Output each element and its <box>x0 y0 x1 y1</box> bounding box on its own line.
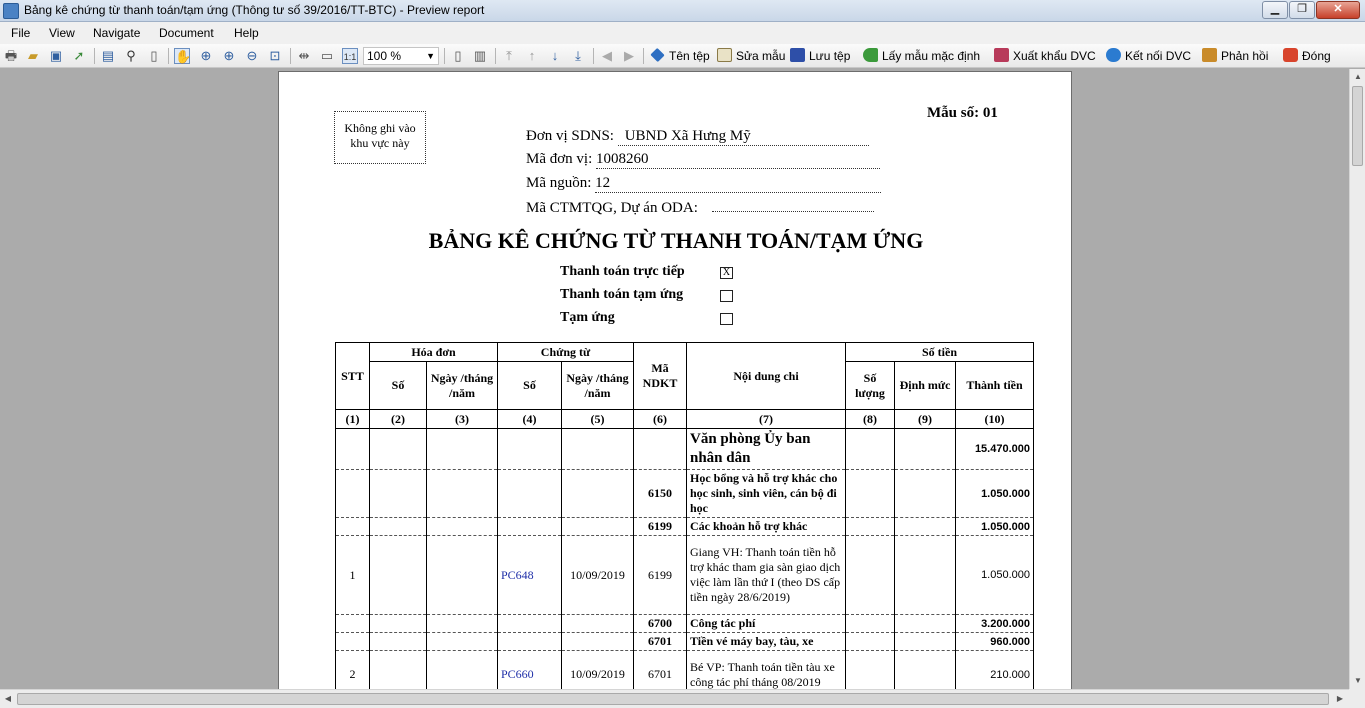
cell-ndkt: 6199 <box>634 536 687 615</box>
save-file-button[interactable] <box>790 47 850 65</box>
cell-total: 3.200.000 <box>956 615 1034 633</box>
connect-dvc-button[interactable] <box>1106 47 1191 65</box>
thumbnails-icon[interactable]: ▤ <box>101 48 115 63</box>
undo-icon <box>863 48 878 62</box>
menu-file[interactable]: File <box>11 26 31 40</box>
table-row <box>336 633 1034 651</box>
cell-ndkt: 6199 <box>634 518 687 536</box>
source-label: Mã nguồn: <box>526 175 592 191</box>
cell-voucher-date: 10/09/2019 <box>562 651 634 690</box>
cell-ndkt: 6150 <box>634 470 687 518</box>
form-number: Mẫu số: 01 <box>927 105 998 121</box>
app-icon <box>3 3 19 19</box>
check-label-direct: Thanh toán trực tiếp <box>560 264 685 279</box>
cell-voucher-number <box>498 633 562 651</box>
print-icon[interactable]: 🖶 <box>4 48 18 63</box>
header-content: Nội dung chi <box>687 343 846 410</box>
zoom-tool-icon[interactable]: ⊕ <box>200 48 212 63</box>
cell-voucher-date <box>562 633 634 651</box>
file-name-button[interactable] <box>650 47 710 65</box>
cell-content: Học bổng và hỗ trợ khác cho học sinh, sinh viên, cán bộ đi học <box>687 470 846 518</box>
chevron-down-icon: ▼ <box>426 51 435 61</box>
cell-total: 1.050.000 <box>956 470 1034 518</box>
close-report-label: Đóng <box>1302 49 1331 63</box>
cell-stt <box>336 633 370 651</box>
cell-content: Văn phòng Ủy ban nhân dân <box>687 429 846 470</box>
first-page-icon[interactable]: ⤒ <box>506 48 512 63</box>
col-number: (6) <box>634 410 687 429</box>
col-number: (3) <box>427 410 498 429</box>
vertical-scrollbar[interactable] <box>1349 69 1365 689</box>
toolbar <box>0 44 1365 68</box>
cell-content: Bé VP: Thanh toán tiền tàu xe công tác phí tháng 08/2019 <box>687 651 846 690</box>
program-line <box>526 198 874 217</box>
cell-voucher-number <box>498 470 562 518</box>
header-voucher-number: Số <box>498 362 562 410</box>
col-number: (2) <box>370 410 427 429</box>
unit-code-value: 1008260 <box>596 151 880 169</box>
unit-value: UBND Xã Hưng Mỹ <box>618 128 869 146</box>
header-ndkt: Mã NDKT <box>634 343 687 410</box>
cell-voucher-date <box>562 615 634 633</box>
col-number: (10) <box>956 410 1034 429</box>
default-template-label: Lấy mẫu mặc định <box>882 49 981 63</box>
cell-ndkt: 6701 <box>634 651 687 690</box>
menu-document[interactable]: Document <box>159 26 214 40</box>
feedback-button[interactable] <box>1202 47 1268 65</box>
header-invoice-date: Ngày /tháng /năm <box>427 362 498 410</box>
close-report-button[interactable] <box>1283 47 1331 65</box>
cell-voucher-number[interactable]: PC648 <box>498 536 562 615</box>
title-bar <box>0 0 1365 22</box>
check-label-advance: Tạm ứng <box>560 310 615 325</box>
save-icon[interactable]: ▣ <box>49 48 63 63</box>
cell-total: 960.000 <box>956 633 1034 651</box>
col-number: (4) <box>498 410 562 429</box>
find-icon[interactable]: ⚲ <box>126 48 136 63</box>
table-row <box>336 651 1034 690</box>
check-label-advance-payment: Thanh toán tạm ứng <box>560 287 684 302</box>
no-write-box: Không ghi vào khu vực này <box>334 111 426 164</box>
table-header-row-1 <box>336 343 1034 362</box>
floppy-icon <box>790 48 805 62</box>
fit-page-icon[interactable]: ▭ <box>320 48 334 63</box>
header-voucher-date: Ngày /tháng /năm <box>562 362 634 410</box>
report-page <box>278 71 1072 689</box>
table-row <box>336 470 1034 518</box>
menu-navigate[interactable]: Navigate <box>93 26 141 40</box>
back-icon[interactable]: ◀ <box>602 48 612 63</box>
cell-voucher-date <box>562 518 634 536</box>
report-title: BẢNG KÊ CHỨNG TỪ THANH TOÁN/TẠM ỨNG <box>428 228 924 253</box>
cell-voucher-date: 10/09/2019 <box>562 536 634 615</box>
checkbox-direct: X <box>720 267 733 279</box>
vertical-scroll-thumb[interactable] <box>1352 86 1363 166</box>
voucher-table <box>335 342 1034 689</box>
cell-stt <box>336 429 370 470</box>
header-invoice-number: Số <box>370 362 427 410</box>
minimize-button[interactable]: ▁ <box>1262 1 1288 19</box>
scroll-down-icon[interactable]: ▼ <box>1354 676 1362 685</box>
fit-width-icon[interactable]: ⇹ <box>298 48 310 63</box>
cell-total: 210.000 <box>956 651 1034 690</box>
horizontal-scrollbar[interactable] <box>0 689 1349 708</box>
feedback-label: Phản hồi <box>1221 49 1269 63</box>
power-icon <box>1283 48 1298 62</box>
cell-total: 15.470.000 <box>956 429 1034 470</box>
forward-icon[interactable]: ▶ <box>624 48 634 63</box>
column-number-row <box>336 410 1034 429</box>
col-number: (7) <box>687 410 846 429</box>
cell-content: Công tác phí <box>687 615 846 633</box>
page-setup-icon[interactable]: ▯ <box>150 48 158 63</box>
cell-stt: 1 <box>336 536 370 615</box>
table-row <box>336 518 1034 536</box>
edit-template-button[interactable] <box>717 47 785 65</box>
cell-ndkt: 6700 <box>634 615 687 633</box>
multi-page-icon[interactable]: ▥ <box>473 48 487 63</box>
scroll-right-icon[interactable]: ▶ <box>1336 694 1344 703</box>
cell-ndkt <box>634 429 687 470</box>
window-title: Bảng kê chứng từ thanh toán/tạm ứng (Thông tư số 39/2016/TT-BTC) - Preview report <box>24 3 485 17</box>
scroll-up-icon[interactable]: ▲ <box>1354 72 1362 81</box>
export-dvc-label: Xuất khẩu DVC <box>1013 49 1096 63</box>
cell-stt: 2 <box>336 651 370 690</box>
scroll-left-icon[interactable]: ◀ <box>4 694 12 703</box>
header-amount-group: Số tiền <box>846 343 1034 362</box>
col-number: (5) <box>562 410 634 429</box>
menu-view[interactable]: View <box>49 26 75 40</box>
export-dvc-icon <box>994 48 1009 62</box>
source-line <box>526 175 881 193</box>
table-row <box>336 429 1034 470</box>
diamond-icon <box>650 48 664 62</box>
default-template-button[interactable] <box>863 47 980 65</box>
program-label: Mã CTMTQG, Dự án ODA: <box>526 200 698 216</box>
megaphone-icon <box>1202 48 1217 62</box>
maximize-button[interactable]: ❐ <box>1289 1 1315 19</box>
actual-size-icon[interactable]: 1:1 <box>342 48 358 64</box>
cell-voucher-number <box>498 518 562 536</box>
edit-template-label: Sửa mẫu <box>736 49 786 63</box>
col-number: (9) <box>895 410 956 429</box>
cell-ndkt: 6701 <box>634 633 687 651</box>
previous-page-icon[interactable]: ↑ <box>528 48 536 63</box>
table-row <box>336 615 1034 633</box>
cell-content: Giang VH: Thanh toán tiền hỗ trợ khác tham gia sàn giao dịch việc làm lần thứ I (theo DS cấp tiền ngày 28/6/2019) <box>687 536 846 615</box>
close-window-button[interactable]: ✕ <box>1316 1 1360 19</box>
source-value: 12 <box>595 175 881 193</box>
horizontal-scroll-thumb[interactable] <box>17 693 1329 705</box>
cell-stt <box>336 615 370 633</box>
cell-total: 1.050.000 <box>956 518 1034 536</box>
unit-line <box>526 128 869 146</box>
cell-voucher-number[interactable]: PC660 <box>498 651 562 690</box>
header-quantity: Số lượng <box>846 362 895 410</box>
open-icon[interactable]: ▰ <box>28 48 38 63</box>
edit-icon <box>717 48 732 62</box>
unit-label: Đơn vị SDNS: <box>526 128 614 144</box>
cell-content: Các khoản hỗ trợ khác <box>687 518 846 536</box>
zoom-out-icon[interactable]: ⊖ <box>246 48 258 63</box>
zoom-value: 100 % <box>367 49 402 63</box>
checkbox-advance <box>720 313 733 325</box>
cell-voucher-number <box>498 615 562 633</box>
cell-voucher-number <box>498 429 562 470</box>
last-page-icon[interactable]: ⤓ <box>575 48 581 63</box>
program-value <box>712 198 874 212</box>
checkbox-advance-payment <box>720 290 733 302</box>
cell-voucher-date <box>562 429 634 470</box>
cell-content: Tiền vé máy bay, tàu, xe <box>687 633 846 651</box>
cell-stt <box>336 470 370 518</box>
connect-dvc-label: Kết nối DVC <box>1125 49 1192 63</box>
unit-code-label: Mã đơn vị: <box>526 151 593 167</box>
cell-voucher-date <box>562 470 634 518</box>
col-number: (8) <box>846 410 895 429</box>
report-viewport[interactable] <box>0 69 1349 689</box>
export-icon[interactable]: ➚ <box>73 48 85 63</box>
col-number: (1) <box>336 410 370 429</box>
scroll-corner <box>1349 689 1365 708</box>
export-dvc-button[interactable] <box>994 47 1096 65</box>
cell-stt <box>336 518 370 536</box>
header-voucher: Chứng từ <box>498 343 634 362</box>
next-page-icon[interactable]: ↓ <box>551 48 559 63</box>
single-page-icon[interactable]: ▯ <box>454 48 462 63</box>
header-total: Thành tiền <box>956 362 1034 410</box>
header-stt: STT <box>336 343 370 410</box>
file-name-label: Tên tệp <box>669 49 710 63</box>
zoom-select[interactable] <box>363 47 439 65</box>
save-file-label: Lưu tệp <box>809 49 851 63</box>
header-norm: Định mức <box>895 362 956 410</box>
zoom-in-icon[interactable]: ⊕ <box>223 48 235 63</box>
header-invoice: Hóa đơn <box>370 343 498 362</box>
globe-icon <box>1106 48 1121 62</box>
unit-code-line <box>526 151 880 169</box>
table-row <box>336 536 1034 615</box>
zoom-window-icon[interactable]: ⊡ <box>269 48 281 63</box>
menu-bar <box>0 22 1365 44</box>
hand-tool-icon[interactable]: ✋ <box>175 49 192 64</box>
cell-total: 1.050.000 <box>956 536 1034 615</box>
menu-help[interactable]: Help <box>234 26 259 40</box>
